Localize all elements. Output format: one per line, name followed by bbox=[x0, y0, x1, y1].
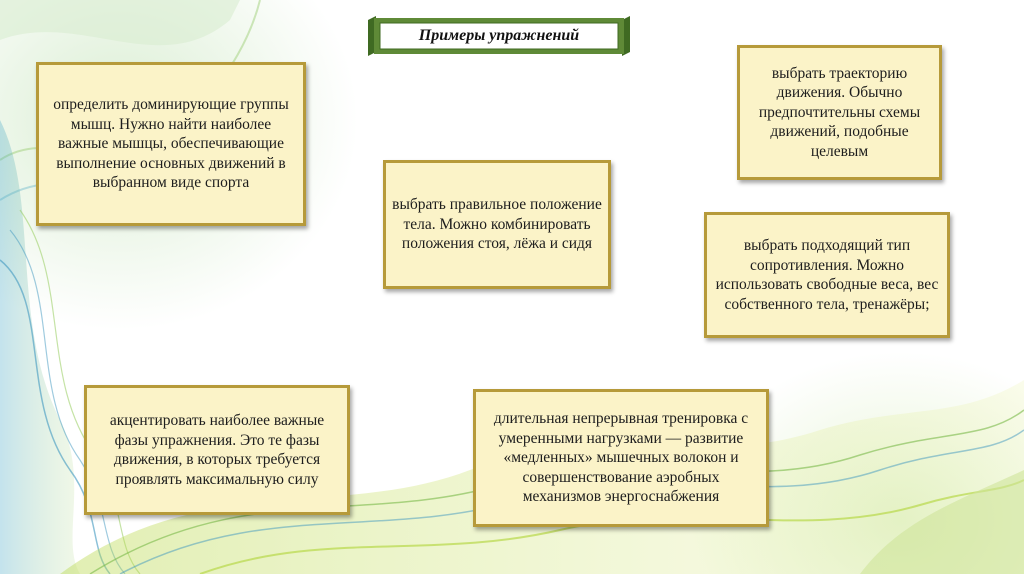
exercise-box-trajectory: выбрать траекторию движения. Обычно предпочтительны схемы движений, подобные целевым bbox=[737, 45, 942, 180]
exercise-box-endurance-training: длительная непрерывная тренировка с умеренными нагрузками — развитие «медленных» мышечных волокон и совершенствование аэробных механизмов энергоснабжения bbox=[473, 389, 769, 527]
slide-title: Примеры упражнений bbox=[418, 27, 580, 44]
exercise-box-resistance-type: выбрать подходящий тип сопротивления. Можно использовать свободные веса, вес собственного тела, тренажёры; bbox=[704, 212, 950, 338]
exercise-box-body-position: выбрать правильное положение тела. Можно комбинировать положения стоя, лёжа и сидя bbox=[383, 160, 611, 289]
exercise-box-key-phases: акцентировать наиболее важные фазы упражнения. Это те фазы движения, в которых требуется проявлять максимальную силу bbox=[84, 385, 350, 515]
exercise-box-muscle-groups: определить доминирующие группы мышц. Нужно найти наиболее важные мышцы, обеспечивающие выполнение основных движений в выбранном виде спорта bbox=[36, 62, 306, 226]
title-banner bbox=[366, 14, 632, 58]
